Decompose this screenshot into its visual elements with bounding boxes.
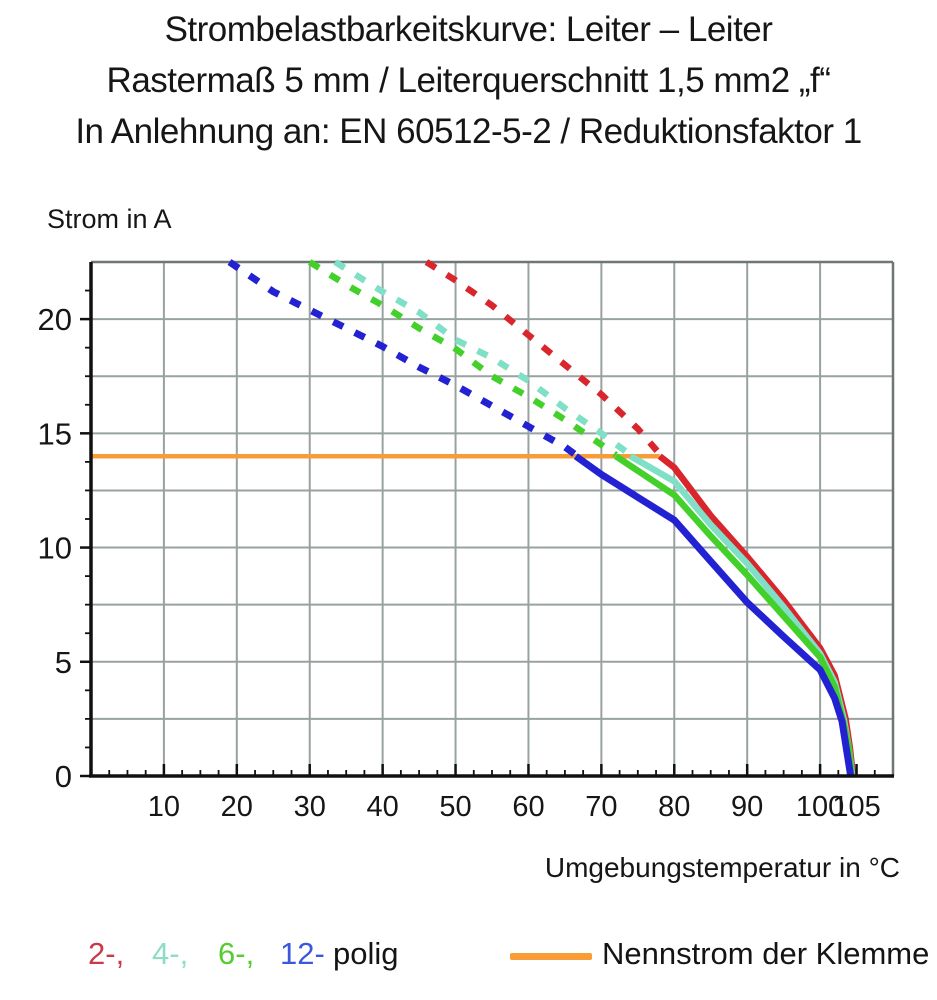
- legend: [0, 936, 937, 986]
- curve-2-polig-dashed: [426, 262, 659, 454]
- x-tick-label: 80: [658, 791, 691, 823]
- y-tick-label: 5: [54, 644, 72, 680]
- curve-4-polig: [631, 456, 853, 776]
- chart-title: [0, 4, 937, 157]
- legend-item-2-polig: 2-,: [88, 936, 125, 971]
- x-tick-label: 70: [585, 791, 618, 823]
- legend-item-4-polig: 4-,: [152, 936, 189, 971]
- nennstrom-line-swatch: [510, 953, 592, 960]
- x-tick-label: 60: [512, 791, 545, 823]
- x-tick-label: 20: [220, 791, 253, 823]
- legend-item-6-polig: 6-,: [218, 936, 255, 971]
- y-tick-label: 0: [54, 759, 72, 794]
- curve-12-polig: [576, 456, 851, 776]
- y-tick-label: 20: [37, 302, 72, 338]
- x-tick-label: 40: [366, 791, 399, 823]
- y-axis-label: Strom in A: [47, 204, 172, 234]
- legend-polig-suffix: polig: [333, 936, 399, 971]
- chart-svg: [0, 250, 937, 850]
- title-line-1: Strombelastbarkeitskurve: Leiter – Leiter: [164, 10, 773, 49]
- legend-item-12-polig: 12-: [280, 936, 325, 971]
- x-tick-label: 90: [731, 791, 764, 823]
- nennstrom-label: Nennstrom der Klemme: [602, 936, 930, 971]
- y-tick-label: 10: [37, 530, 72, 566]
- title-line-3: In Anlehnung an: EN 60512-5-2 / Reduktionsfaktor 1: [75, 112, 862, 151]
- curve-4-polig-dashed: [335, 262, 630, 455]
- x-tick-label: 10: [147, 791, 181, 823]
- title-line-2: Rastermaß 5 mm / Leiterquerschnitt 1,5 mm2 „f“: [106, 61, 831, 100]
- curve-6-polig-dashed: [310, 262, 616, 455]
- x-tick-label: 50: [439, 791, 472, 823]
- x-tick-label: 105: [832, 791, 881, 823]
- curve-2-polig: [660, 456, 853, 776]
- x-tick-label: 30: [293, 791, 326, 823]
- curve-12-polig-dashed: [230, 262, 576, 455]
- y-tick-label: 15: [37, 416, 72, 452]
- x-axis-label: Umgebungstemperatur in °C: [544, 852, 900, 883]
- x-tick-label: 100: [795, 791, 845, 823]
